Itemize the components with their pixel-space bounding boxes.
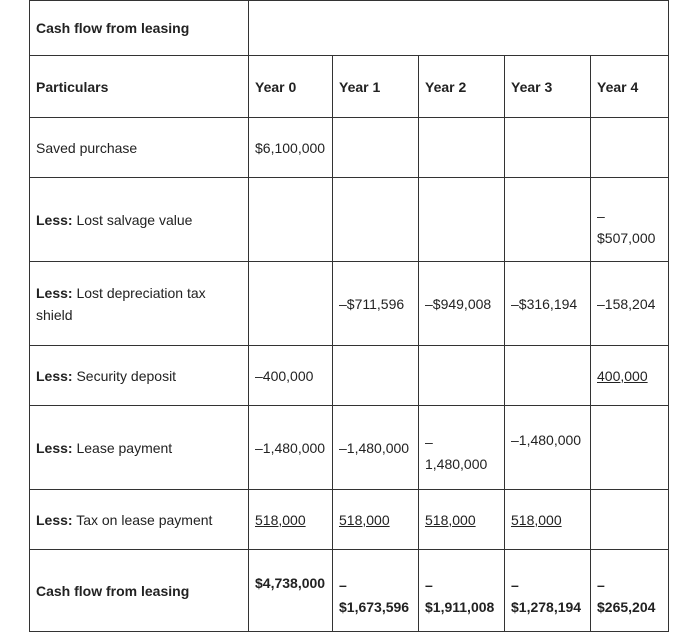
row-lost-depreciation (30, 262, 669, 346)
header-year-0 (249, 56, 333, 118)
cash-flow-y1-dash: – (339, 576, 347, 593)
lease-payment-y0: –1,480,000 (249, 406, 333, 490)
header-year-1 (333, 56, 419, 118)
header-particulars (30, 56, 249, 118)
tax-on-lease-y0: 518,000 (255, 511, 306, 528)
tax-on-lease-label-cell (30, 490, 249, 550)
saved-purchase-y0: $6,100,000 (249, 118, 333, 178)
cash-flow-table-container (29, 0, 668, 630)
lost-salvage-y4: $507,000 (597, 229, 656, 246)
header-year-2 (419, 56, 505, 118)
cash-flow-y3-cell (505, 550, 591, 632)
header-year-2-text: Year 2 (425, 78, 467, 95)
lost-depreciation-label-cell (30, 262, 249, 346)
header-year-4 (591, 56, 669, 118)
less-prefix: Less: (36, 439, 73, 456)
title-text: Cash flow from leasing (36, 20, 190, 36)
empty-cell (249, 262, 333, 346)
lease-payment-y2-dash: – (425, 433, 433, 450)
row-saved-purchase (30, 118, 669, 178)
empty-cell (419, 346, 505, 406)
empty-cell (333, 346, 419, 406)
lost-depreciation-y3: –$316,194 (505, 262, 591, 346)
lease-payment-y2: 1,480,000 (425, 455, 488, 472)
cash-flow-y0-cell (249, 550, 333, 632)
cash-flow-table (29, 0, 669, 632)
cash-flow-y2-dash: – (425, 576, 433, 593)
cash-flow-y4: $265,204 (597, 598, 656, 615)
cash-flow-y3-dash: – (511, 576, 519, 593)
empty-cell (419, 118, 505, 178)
lost-depreciation-label-line2: shield (36, 306, 73, 323)
tax-on-lease-y1-cell (333, 490, 419, 550)
lease-payment-y3-cell (505, 406, 591, 490)
cash-flow-y4-dash: – (597, 576, 605, 593)
lease-payment-y3: –1,480,000 (511, 431, 582, 448)
header-year-0-text: Year 0 (255, 78, 297, 95)
lost-depreciation-y1: –$711,596 (333, 262, 419, 346)
less-prefix: Less: (36, 211, 73, 228)
cash-flow-y0: $4,738,000 (255, 574, 326, 591)
lost-depreciation-label-line1: Lost depreciation tax (76, 284, 206, 301)
row-security-deposit (30, 346, 669, 406)
security-deposit-y0: –400,000 (249, 346, 333, 406)
less-prefix: Less: (36, 284, 73, 301)
security-deposit-y4-cell (591, 346, 669, 406)
empty-cell (591, 118, 669, 178)
row-tax-on-lease (30, 490, 669, 550)
tax-on-lease-y2: 518,000 (425, 511, 476, 528)
lease-payment-label: Lease payment (76, 439, 173, 456)
tax-on-lease-y3: 518,000 (511, 511, 562, 528)
header-year-3-text: Year 3 (511, 78, 553, 95)
empty-cell (505, 346, 591, 406)
row-cash-flow (30, 550, 669, 632)
header-year-4-text: Year 4 (597, 78, 639, 95)
cash-flow-y3: $1,278,194 (511, 598, 582, 615)
tax-on-lease-y3-cell (505, 490, 591, 550)
empty-cell (333, 118, 419, 178)
empty-cell (419, 178, 505, 262)
header-year-1-text: Year 1 (339, 78, 381, 95)
cash-flow-label-cell (30, 550, 249, 632)
tax-on-lease-y0-cell (249, 490, 333, 550)
tax-on-lease-y1: 518,000 (339, 511, 390, 528)
less-prefix: Less: (36, 367, 73, 384)
header-row (30, 56, 669, 118)
security-deposit-label: Security deposit (76, 367, 177, 384)
row-lost-salvage (30, 178, 669, 262)
lease-payment-y1: –1,480,000 (333, 406, 419, 490)
cash-flow-y1-cell (333, 550, 419, 632)
empty-cell (505, 178, 591, 262)
table-title (30, 1, 249, 56)
tax-on-lease-label: Tax on lease payment (76, 511, 213, 528)
cash-flow-label: Cash flow from leasing (36, 582, 190, 599)
title-spacer-cell (249, 1, 669, 56)
security-deposit-label-cell (30, 346, 249, 406)
lost-salvage-label-cell (30, 178, 249, 262)
cash-flow-y2-cell (419, 550, 505, 632)
empty-cell (591, 490, 669, 550)
cash-flow-y2: $1,911,008 (425, 598, 495, 615)
header-particulars-text: Particulars (36, 78, 109, 95)
lost-depreciation-y4: –158,204 (591, 262, 669, 346)
lost-depreciation-y2: –$949,008 (419, 262, 505, 346)
empty-cell (505, 118, 591, 178)
row-lease-payment (30, 406, 669, 490)
security-deposit-y4: 400,000 (597, 367, 648, 384)
header-year-3 (505, 56, 591, 118)
cash-flow-y1: $1,673,596 (339, 598, 410, 615)
cash-flow-y4-cell (591, 550, 669, 632)
title-row (30, 1, 669, 56)
lost-salvage-label: Lost salvage value (76, 211, 193, 228)
lease-payment-label-cell (30, 406, 249, 490)
saved-purchase-label: Saved purchase (30, 118, 249, 178)
tax-on-lease-y2-cell (419, 490, 505, 550)
empty-cell (591, 406, 669, 490)
less-prefix: Less: (36, 511, 73, 528)
lost-salvage-y4-dash: – (597, 207, 605, 224)
empty-cell (249, 178, 333, 262)
lease-payment-y2-cell (419, 406, 505, 490)
lost-salvage-y4-cell (591, 178, 669, 262)
empty-cell (333, 178, 419, 262)
